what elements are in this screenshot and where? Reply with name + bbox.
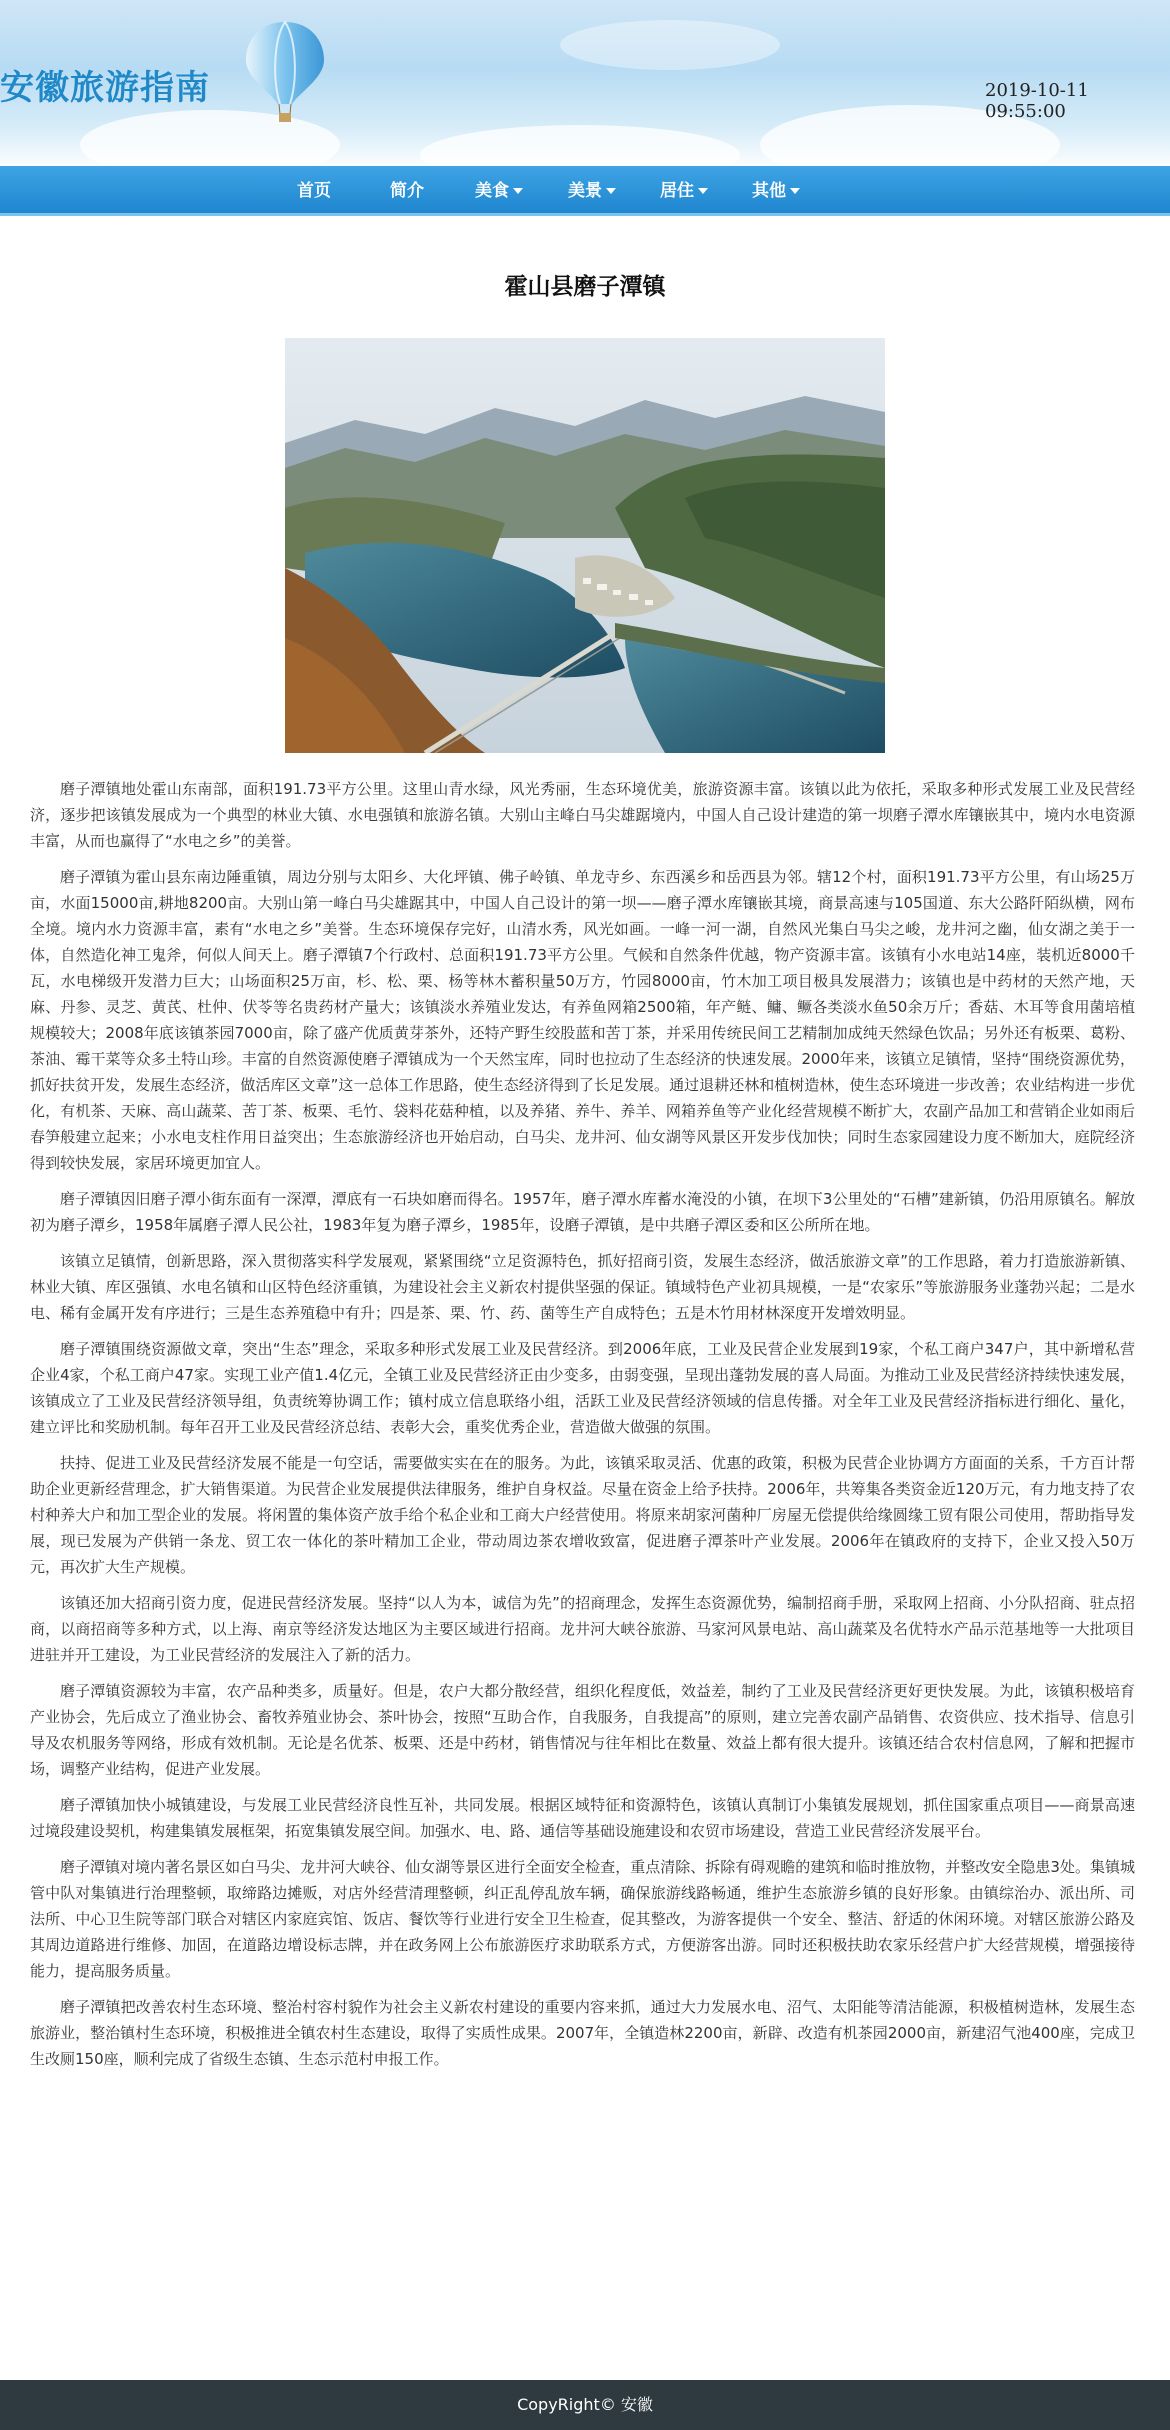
article-paragraph: 磨子潭镇为霍山县东南边陲重镇，周边分别与太阳乡、大化坪镇、佛子岭镇、单龙寺乡、东西溪乡和岳西县为邻。辖12个村，面积191.73平方公里，有山场25万亩，水面15000亩,耕地8200亩。大别山第一峰白马尖雄踞其中，中国人自己设计的第一坝——磨子潭水库镶嵌其境，商景高速与105国道、东大公路阡陌纵横，网布全境。境内水力资源丰富，素有“水电之乡”美誉。生态环境保存完好，山清水秀，风光如画。一峰一河一湖，自然风光集白马尖之峻，龙井河之幽，仙女湖之美于一体，自然造化神工鬼斧，何似人间天上。磨子潭镇7个行政村、总面积191.73平方公里。气候和自然条件优越，物产资源丰富。该镇有小水电站14座，装机近8000千瓦，水电梯级开发潜力巨大；山场面积25万亩，杉、松、栗、杨等林木蓄积量50万方，竹园8000亩，竹木加工项目极具发展潜力；该镇也是中药材的天然产地，天麻、丹参、灵芝、黄芪、杜仲、伏苓等名贵药材产量大；该镇淡水养殖业发达，有养鱼网箱2500箱，年产鲢、鳙、鳜各类淡水鱼50余万斤；香菇、木耳等食用菌培植规模较大；2008年底该镇茶园7000亩，除了盛产优质黄芽茶外，还特产野生绞股蓝和苦丁茶，并采用传统民间工艺精制加成纯天然绿色饮品；另外还有板栗、葛粉、茶油、霉干菜等众多土特山珍。丰富的自然资源使磨子潭镇成为一个天然宝库，同时也拉动了生态经济的快速发展。2000年来，该镇立足镇情，坚持“围绕资源优势，抓好扶贫开发，发展生态经济，做活库区文章”这一总体工作思路，使生态经济得到了长足发展。通过退耕还林和植树造林，使生态环境进一步改善；农业结构进一步优化，有机茶、天麻、高山蔬菜、苦丁茶、板栗、毛竹、袋料花菇种植，以及养猪、养牛、养羊、网箱养鱼等产业化经营规模不断扩大，农副产品加工和营销企业如雨后春笋般建立起来；小水电支柱作用日益突出；生态旅游经济也开始启动，白马尖、龙井河、仙女湖等风景区开发步伐加快；同时生态家园建设力度不断加大，庭院经济得到较快发展，家居环境更加宜人。 (30, 868, 1135, 1172)
site-title[interactable]: 安徽旅游指南 (0, 68, 210, 108)
article-paragraph: 磨子潭镇把改善农村生态环境、整治村容村貌作为社会主义新农村建设的重要内容来抓，通过大力发展水电、沼气、太阳能等清洁能源，积极植树造林，发展生态旅游业，整治镇村生态环境，积极推进全镇农村生态建设，取得了实质性成果。2007年，全镇造林2200亩，新辟、改造有机茶园2000亩，新建沼气池400座，完成卫生改厕150座，顺利完成了省级生态镇、生态示范村申报工作。 (30, 1998, 1135, 2068)
landscape-photo (285, 338, 885, 753)
article-paragraph: 磨子潭镇因旧磨子潭小街东面有一深潭，潭底有一石块如磨而得名。1957年，磨子潭水库蓄水淹没的小镇，在坝下3公里处的“石槽”建新镇，仍沿用原镇名。解放初为磨子潭乡，1958年属磨子潭人民公社，1983年复为磨子潭乡，1985年，设磨子潭镇，是中共磨子潭区委和区公所所在地。 (30, 1190, 1135, 1234)
copyright-text: CopyRight© 安徽 (517, 2395, 653, 2414)
nav-item-lodging[interactable] (660, 166, 708, 216)
nav-item-label: 首页 (297, 181, 331, 201)
nav-item-scenery[interactable] (568, 166, 616, 216)
header-banner (0, 0, 1170, 170)
article-paragraph: 扶持、促进工业及民营经济发展不能是一句空话，需要做实实在在的服务。为此，该镇采取灵活、优惠的政策，积极为民营企业协调方方面面的关系，千方百计帮助企业更新经营理念，扩大销售渠道。为民营企业发展提供法律服务，维护自身权益。尽量在资金上给予扶持。2006年，共筹集各类资金近120万元，有力地支持了农村种养大户和加工型企业的发展。将闲置的集体资产放手给个私企业和工商大户经营使用。将原来胡家河菌种厂房屋无偿提供给缘圆缘工贸有限公司使用，帮助指导发展，现已发展为产供销一条龙、贸工农一体化的茶叶精加工企业，带动周边茶农增收致富，促进磨子潭茶叶产业发展。2006年在镇政府的支持下，企业又投入50万元，再次扩大生产规模。 (30, 1454, 1135, 1576)
current-datetime: 2019-10-11 09:55:00 (985, 80, 1089, 122)
cloud-decoration (560, 20, 780, 70)
caret-down-icon (698, 188, 708, 194)
article-paragraph: 磨子潭镇围绕资源做文章，突出“生态”理念，采取多种形式发展工业及民营经济。到2006年底，工业及民营企业发展到19家，个私工商户347户，其中新增私营企业4家，个私工商户47家。实现工业产值1.4亿元，全镇工业及民营经济正由少变多，由弱变强，呈现出蓬勃发展的喜人局面。为推动工业及民营经济持续快速发展，该镇成立了工业及民营经济领导组，负责统筹协调工作；镇村成立信息联络小组，活跃工业及民营经济领域的信息传播。对全年工业及民营经济指标进行细化、量化，建立评比和奖励机制。每年召开工业及民营经济总结、表彰大会，重奖优秀企业，营造做大做强的氛围。 (30, 1340, 1135, 1436)
article-paragraph: 该镇立足镇情，创新思路，深入贯彻落实科学发展观，紧紧围绕“立足资源特色，抓好招商引资，发展生态经济，做活旅游文章”的工作思路，着力打造旅游新镇、林业大镇、库区强镇、水电名镇和山区特色经济重镇，为建设社会主义新农村提供坚强的保证。镇域特色产业初具规模，一是“农家乐”等旅游服务业蓬勃兴起；二是水电、稀有金属开发有序进行；三是生态养殖稳中有升；四是茶、栗、竹、药、菌等生产自成特色；五是木竹用材林深度开发增效明显。 (30, 1252, 1135, 1322)
nav-item-intro[interactable] (390, 166, 424, 216)
nav-item-label: 其他 (752, 181, 786, 201)
nav-item-label: 美食 (475, 181, 509, 201)
article-paragraph: 磨子潭镇资源较为丰富，农产品种类多，质量好。但是，农户大都分散经营，组织化程度低，效益差，制约了工业及民营经济更好更快发展。为此，该镇积极培育产业协会，先后成立了渔业协会、畜牧养殖业协会、茶叶协会，按照“互助合作，自我服务，自我提高”的原则，建立完善农副产品销售、农资供应、技术指导、信息引导及农机服务等网络，形成有效机制。无论是名优茶、板栗、还是中药材，销售情况与往年相比在数量、效益上都有很大提升。该镇还结合农村信息网，了解和把握市场，调整产业结构，促进产业发展。 (30, 1682, 1135, 1778)
footer (0, 2380, 1170, 2430)
article-title: 霍山县磨子潭镇 (504, 274, 666, 300)
hot-air-balloon-icon (240, 18, 330, 128)
article-paragraph: 磨子潭镇对境内著名景区如白马尖、龙井河大峡谷、仙女湖等景区进行全面安全检查，重点清除、拆除有碍观瞻的建筑和临时推放物，并整改安全隐患3处。集镇城管中队对集镇进行治理整顿，取缔路边摊贩，对店外经营清理整顿，纠正乱停乱放车辆，确保旅游线路畅通，维护生态旅游乡镇的良好形象。由镇综治办、派出所、司法所、中心卫生院等部门联合对辖区内家庭宾馆、饭店、餐饮等行业进行安全卫生检查，促其整改，为游客提供一个安全、整洁、舒适的休闲环境。对辖区旅游公路及其周边道路进行维修、加固，在道路边增设标志牌，并在政务网上公布旅游医疗求助联系方式，方便游客出游。同时还积极扶助农家乐经营户扩大经营规模，增强接待能力，提高服务质量。 (30, 1858, 1135, 1980)
caret-down-icon (513, 188, 523, 194)
nav-item-other[interactable] (752, 166, 800, 216)
article-paragraph: 磨子潭镇加快小城镇建设，与发展工业民营经济良性互补，共同发展。根据区域特征和资源特色，该镇认真制订小集镇发展规划，抓住国家重点项目——商景高速过境段建设契机，构建集镇发展框架，拓宽集镇发展空间。加强水、电、路、通信等基础设施建设和农贸市场建设，营造工业民营经济发展平台。 (30, 1796, 1135, 1840)
caret-down-icon (606, 188, 616, 194)
article-paragraph: 该镇还加大招商引资力度，促进民营经济发展。坚持“以人为本，诚信为先”的招商理念，发挥生态资源优势，编制招商手册，采取网上招商、小分队招商、驻点招商，以商招商等多种方式，以上海、南京等经济发达地区为主要区域进行招商。龙井河大峡谷旅游、马家河风景电站、高山蔬菜及名优特水产品示范基地等一大批项目进驻并开工建设，为工业民营经济的发展注入了新的活力。 (30, 1594, 1135, 1664)
article-paragraph: 磨子潭镇地处霍山东南部，面积191.73平方公里。这里山青水绿，风光秀丽，生态环境优美，旅游资源丰富。该镇以此为依托，采取多种形式发展工业及民营经济，逐步把该镇发展成为一个典型的林业大镇、水电强镇和旅游名镇。大别山主峰白马尖雄踞境内，中国人自己设计建造的第一坝磨子潭水库镶嵌其中，境内水电资源丰富，从而也赢得了“水电之乡”的美誉。 (30, 780, 1135, 850)
article-body (30, 776, 1135, 2082)
nav-item-label: 简介 (390, 181, 424, 201)
nav-item-label: 美景 (568, 181, 602, 201)
nav-item-food[interactable] (475, 166, 523, 216)
nav-item-home[interactable] (297, 166, 331, 216)
cloud-decoration (420, 125, 740, 170)
nav-item-label: 居住 (660, 181, 694, 201)
caret-down-icon (790, 188, 800, 194)
main-nav-bar (0, 166, 1170, 216)
